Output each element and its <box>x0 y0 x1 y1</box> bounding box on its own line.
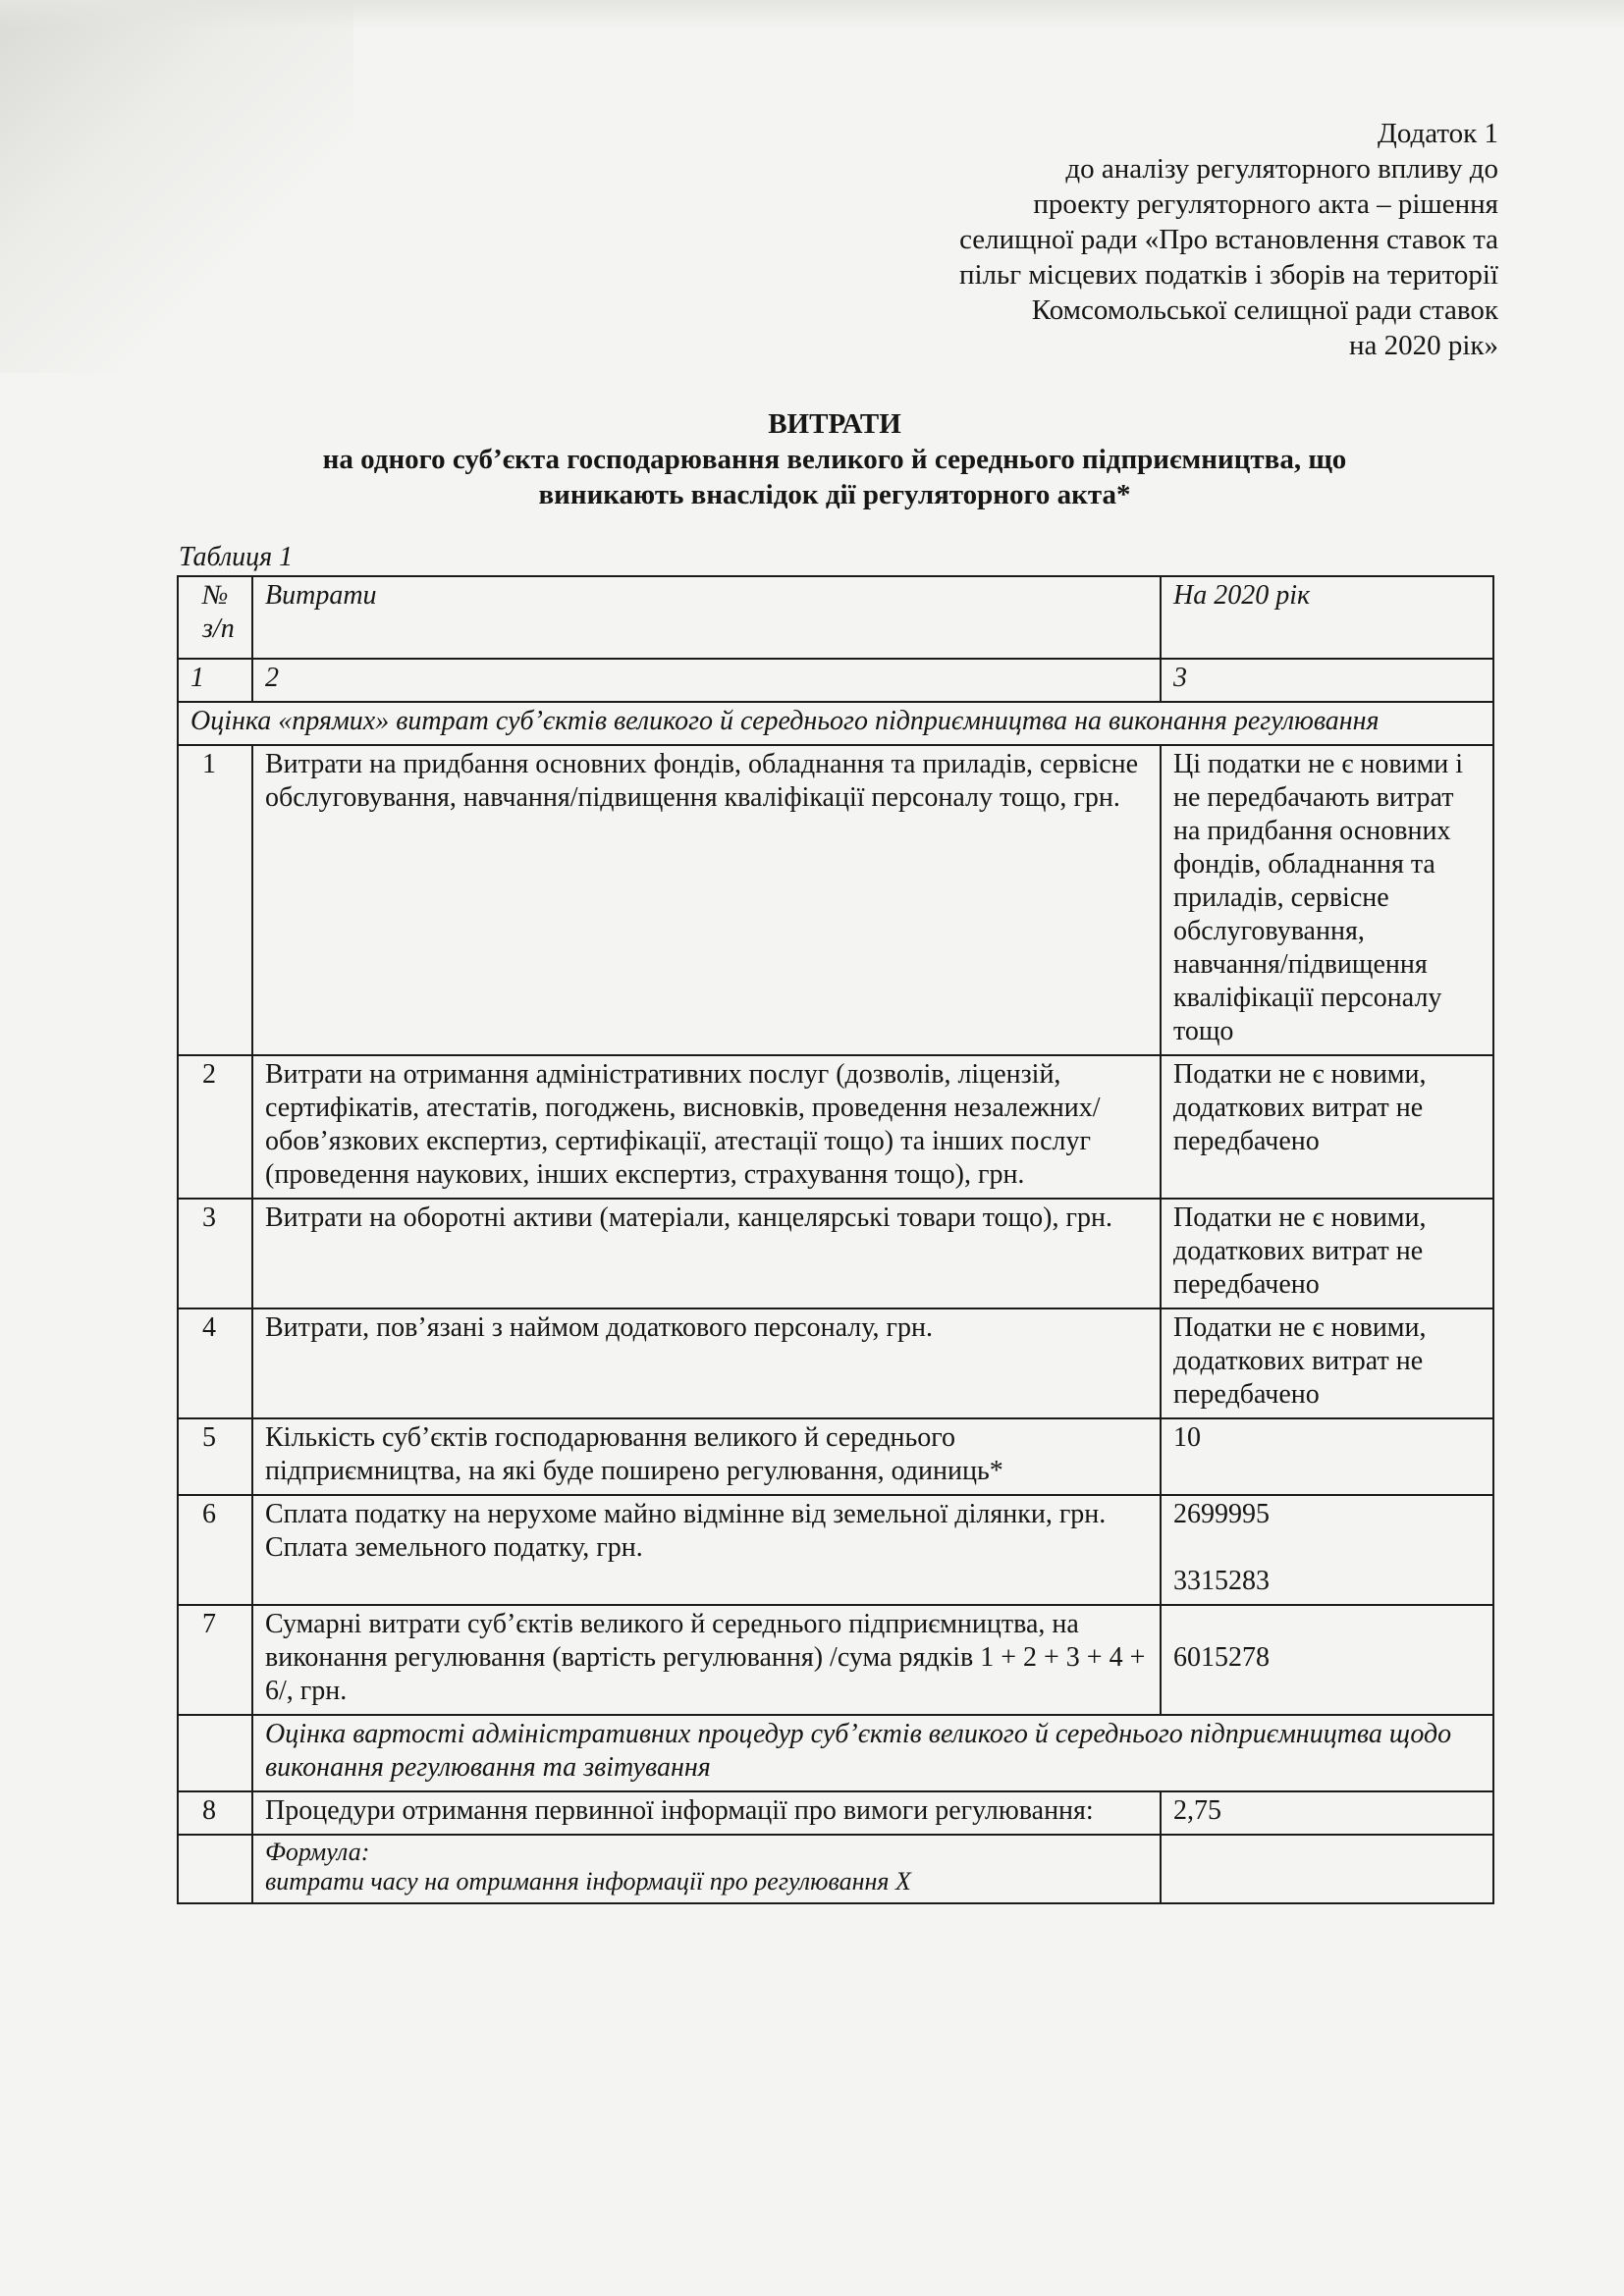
row-number: 3 <box>178 1199 252 1308</box>
column-index: 1 <box>178 659 252 702</box>
table-row <box>178 1418 1493 1495</box>
column-index: 3 <box>1161 659 1493 702</box>
title-main: ВИТРАТИ <box>768 408 901 440</box>
spacer <box>1173 1531 1481 1565</box>
appendix-block <box>811 116 1498 363</box>
costs-table <box>177 575 1494 1904</box>
page-top-edge <box>0 0 1624 29</box>
row-value-cell <box>1161 1605 1493 1715</box>
row-number: 8 <box>178 1791 252 1835</box>
formula-text: витрати часу на отримання інформації про регулювання Х <box>265 1867 911 1896</box>
row-description: Сумарні витрати суб’єктів великого й середнього підприємництва, на виконання регулювання (вартість регулювання) /сума рядків 1 + 2 + 3 + 4 + 6/, грн. <box>252 1605 1161 1715</box>
row-description: Процедури отримання первинної інформації про вимоги регулювання: <box>252 1791 1161 1835</box>
appendix-line: пільг місцевих податків і зборів на території <box>958 259 1498 291</box>
appendix-line: на 2020 рік» <box>1348 330 1498 361</box>
table-row-formula <box>178 1835 1493 1903</box>
formula-label: Формула: <box>265 1838 370 1866</box>
empty-cell <box>178 1835 252 1903</box>
row-value: 2,75 <box>1161 1791 1493 1835</box>
row-number: 4 <box>178 1308 252 1418</box>
column-index: 2 <box>252 659 1161 702</box>
row-description: Кількість суб’єктів господарювання великого й середнього підприємництва, на які буде поширено регулювання, одиниць* <box>252 1418 1161 1495</box>
row-value: Податки не є новими, додаткових витрат не передбачено <box>1161 1308 1493 1418</box>
appendix-line: проекту регуляторного акта – рішення <box>1033 188 1498 220</box>
title-subtitle-line1: на одного суб’єкта господарювання великого й середнього підприємництва, що <box>322 444 1347 475</box>
row-description: Сплата податку на нерухоме майно відмінне від земельної ділянки, грн. <box>265 1499 1107 1529</box>
table-row <box>178 745 1493 1055</box>
row-value: Податки не є новими, додаткових витрат не передбачено <box>1161 1055 1493 1199</box>
row-value: Податки не є новими, додаткових витрат не передбачено <box>1161 1199 1493 1308</box>
row-value: Ці податки не є новими і не передбачають витрат на придбання основних фондів, обладнання та приладів, сервісне обслуговування, навчання/підвищення кваліфікації персоналу тощо <box>1161 745 1493 1055</box>
row-number: 7 <box>178 1605 252 1715</box>
column-index-row <box>178 659 1493 702</box>
row-value: 10 <box>1161 1418 1493 1495</box>
table-row <box>178 1199 1493 1308</box>
row-value: 3315283 <box>1173 1566 1270 1596</box>
row-description: Витрати, пов’язані з наймом додаткового персоналу, грн. <box>252 1308 1161 1418</box>
table-row <box>178 1605 1493 1715</box>
row-number: 5 <box>178 1418 252 1495</box>
empty-cell <box>1161 1835 1493 1903</box>
section-direct-costs <box>178 702 1493 745</box>
document-title <box>177 406 1492 512</box>
row-number: 2 <box>178 1055 252 1199</box>
formula-cell <box>252 1835 1161 1903</box>
row-description: Сплата земельного податку, грн. <box>265 1532 643 1563</box>
title-subtitle-line2: виникають внаслідок дії регуляторного акта* <box>538 479 1131 510</box>
appendix-line: до аналізу регуляторного впливу до <box>1065 153 1498 185</box>
header-number: № з/п <box>178 576 252 659</box>
row-value: 6015278 <box>1173 1642 1270 1673</box>
section-empty-cell <box>178 1715 252 1791</box>
row-description: Витрати на оборотні активи (матеріали, канцелярські товари тощо), грн. <box>252 1199 1161 1308</box>
table-row <box>178 1055 1493 1199</box>
section-heading: Оцінка вартості адміністративних процедур суб’єктів великого й середнього підприємництва щодо виконання регулювання та звітування <box>252 1715 1493 1791</box>
row-number: 1 <box>178 745 252 1055</box>
table-header-row <box>178 576 1493 659</box>
table-row <box>178 1791 1493 1835</box>
header-costs: Витрати <box>252 576 1161 659</box>
row-description-group <box>252 1495 1161 1605</box>
row-description: Витрати на придбання основних фондів, обладнання та приладів, сервісне обслуговування, навчання/підвищення кваліфікації персоналу тощо, грн. <box>252 745 1161 1055</box>
row-value-group <box>1161 1495 1493 1605</box>
section-admin-procedures <box>178 1715 1493 1791</box>
appendix-line: селищної ради «Про встановлення ставок та <box>959 224 1498 255</box>
row-description: Витрати на отримання адміністративних послуг (дозволів, ліцензій, сертифікатів, атестатів, погоджень, висновків, проведення незалежних/ обов’язкових експертиз, сертифікації, атестації тощо) та інших послуг (проведення наукових, інших експертиз, страхування тощо), грн. <box>252 1055 1161 1199</box>
table-row <box>178 1308 1493 1418</box>
page-fold-shadow <box>0 0 353 373</box>
appendix-line: Додаток 1 <box>1378 118 1498 149</box>
header-year: На 2020 рік <box>1161 576 1493 659</box>
table-caption: Таблиця 1 <box>179 542 294 572</box>
row-number: 6 <box>178 1495 252 1605</box>
appendix-line: Комсомольської селищної ради ставок <box>1031 294 1498 326</box>
section-heading: Оцінка «прямих» витрат суб’єктів великого й середнього підприємництва на виконання регулювання <box>178 702 1493 745</box>
row-value: 2699995 <box>1173 1499 1270 1529</box>
table-row <box>178 1495 1493 1605</box>
